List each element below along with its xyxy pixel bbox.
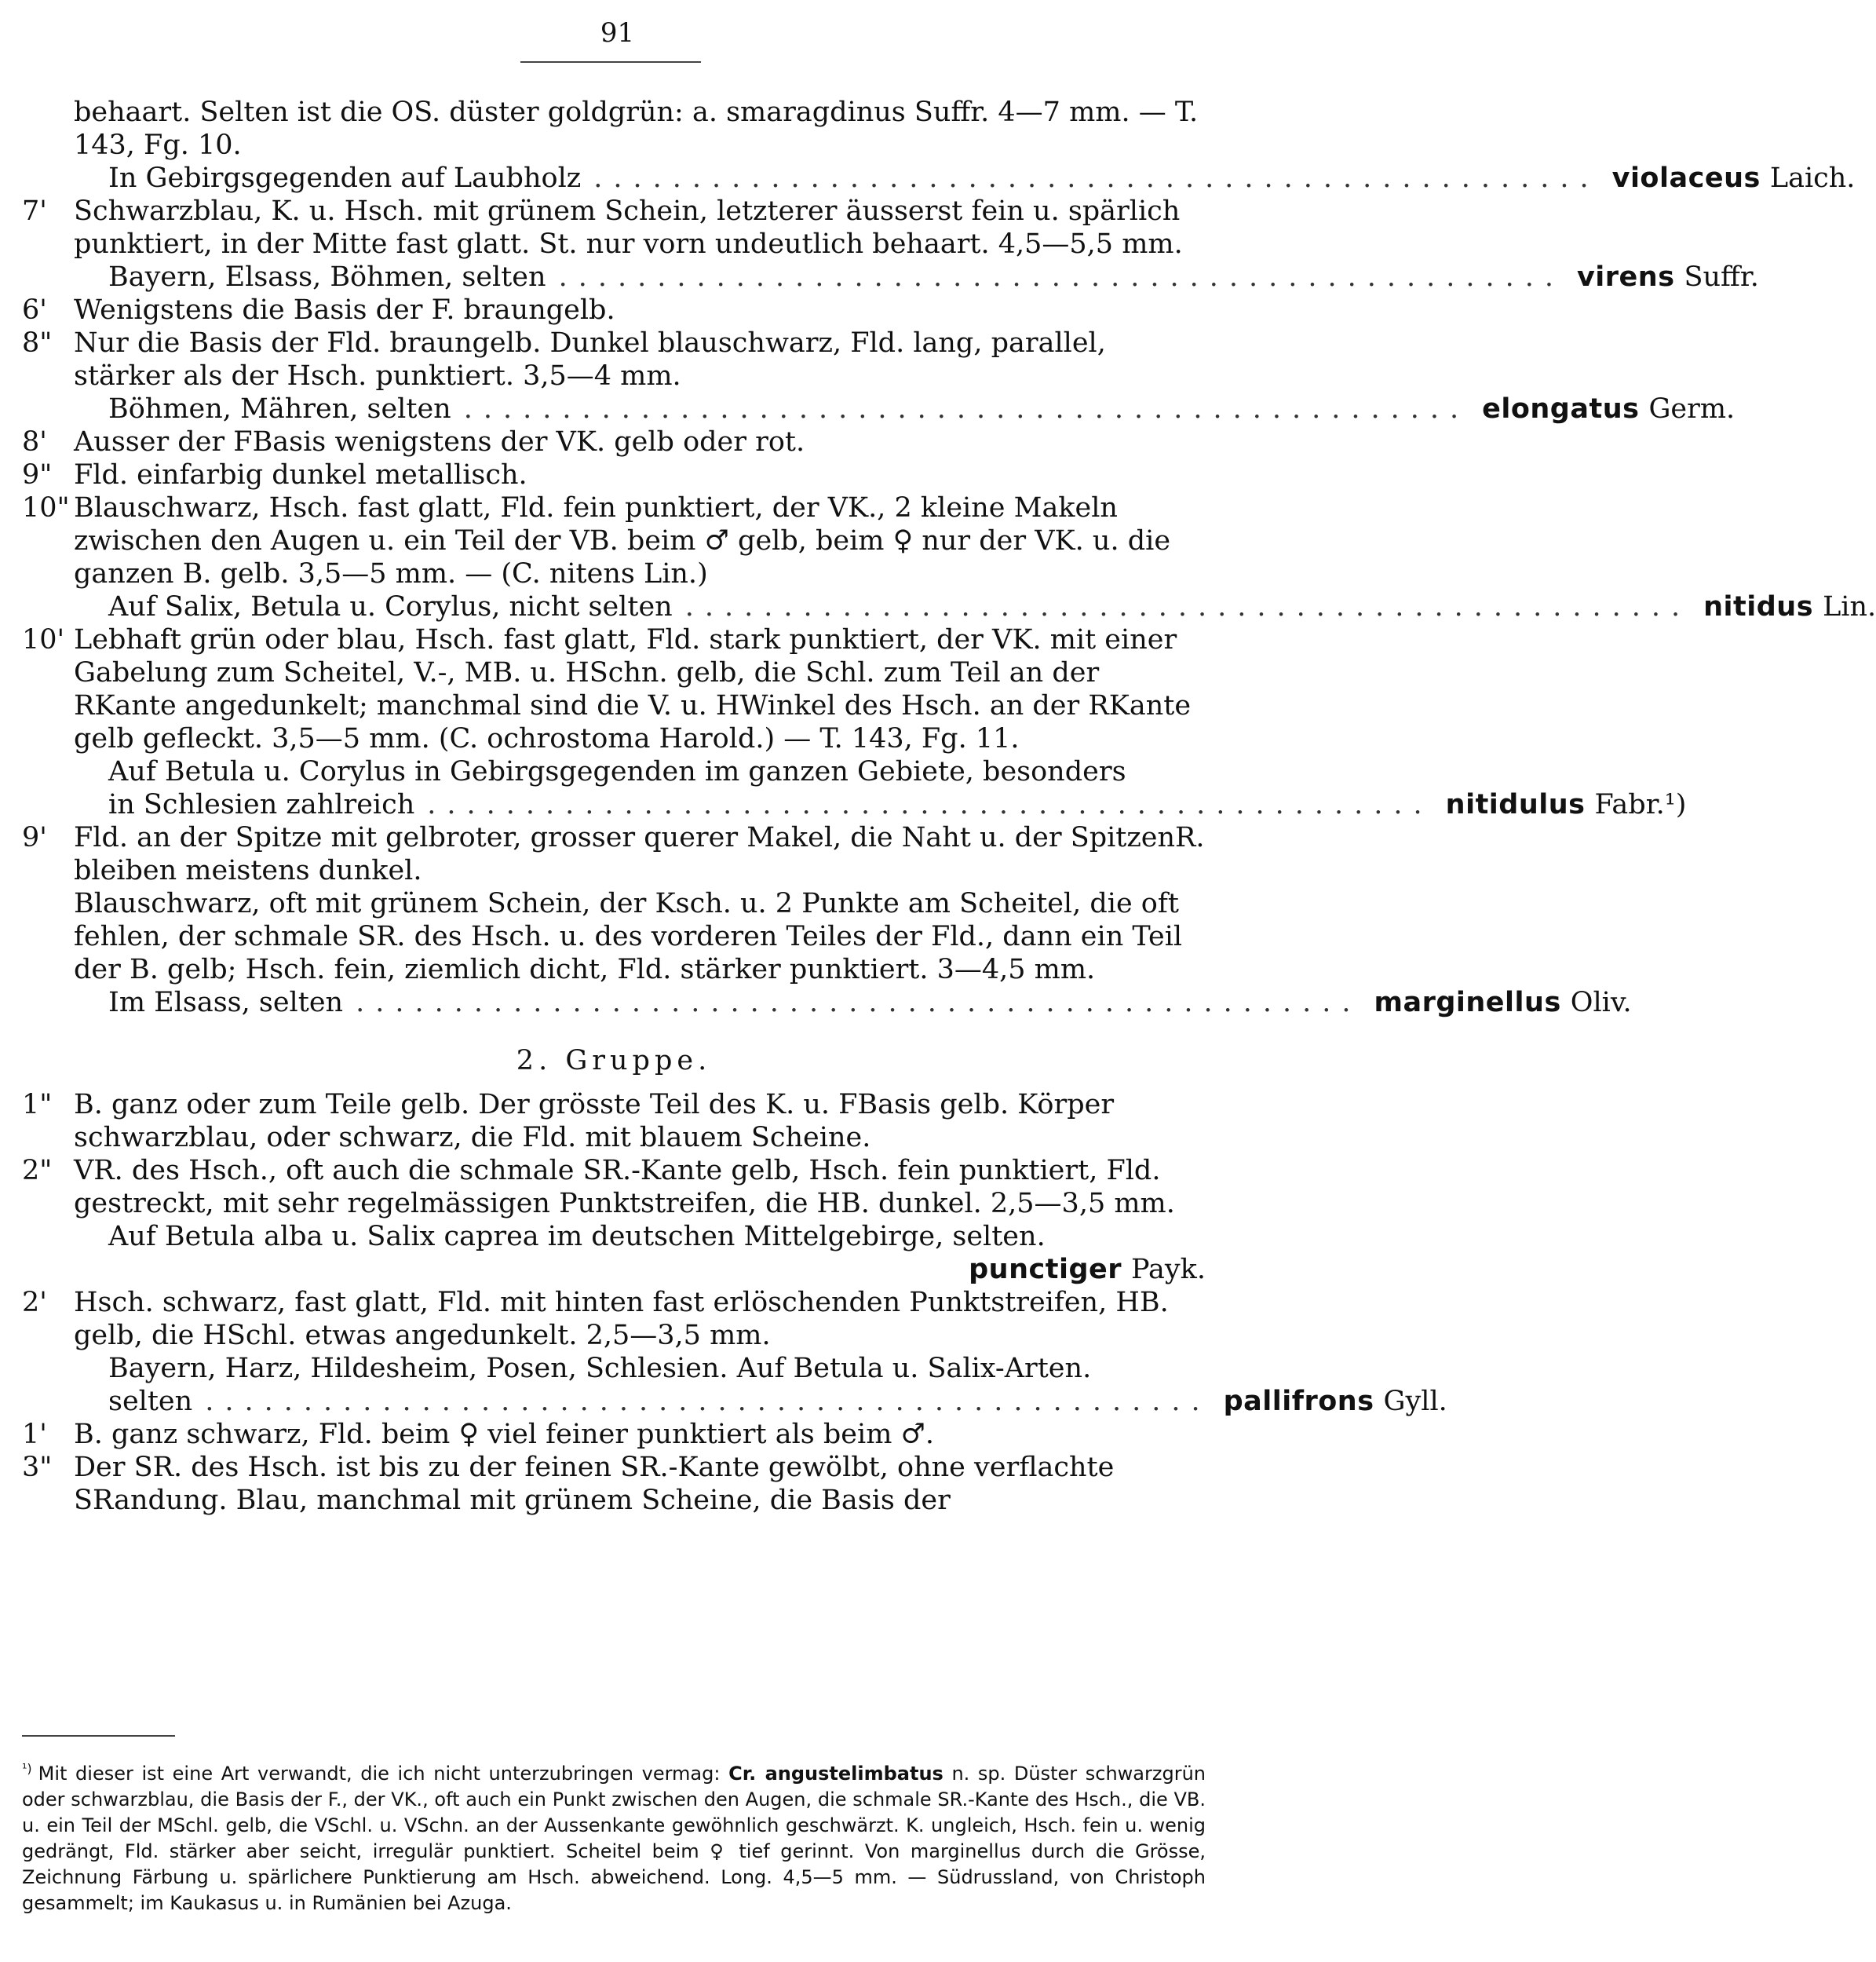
- species-name: violaceus: [1611, 163, 1761, 194]
- group-heading: 2. Gruppe.: [516, 1045, 712, 1076]
- couplet-text: [22, 491, 1206, 590]
- couplet-key: 6': [22, 294, 47, 326]
- couplet-text: [22, 1154, 1206, 1220]
- locality: Im Elsass, selten: [108, 987, 344, 1018]
- couplet-text: [22, 459, 1206, 491]
- couplet-body: Fld. einfarbig dunkel metallisch.: [74, 459, 527, 491]
- couplet-key: 7': [22, 195, 47, 227]
- locality: Bayern, Elsass, Böhmen, selten: [108, 261, 546, 293]
- couplet-key: 10': [22, 624, 65, 656]
- distribution-line: Auf Betula alba u. Salix caprea im deutschen Mittelgebirge, selten.: [108, 1221, 1046, 1252]
- species-name: nitidus: [1703, 591, 1814, 623]
- couplet-body: Hsch. schwarz, fast glatt, Fld. mit hinten fast erlöschenden Punktstreifen, HB. gelb, die HSchl. etwas angedunkelt. 2,5—3,5 mm.: [74, 1287, 1169, 1351]
- couplet-text: [22, 294, 1206, 327]
- couplet-body: Der SR. des Hsch. ist bis zu der feinen SR.-Kante gewölbt, ohne verflachte SRandung. Blau, manchmal mit grünem Scheine, die Basis der: [74, 1452, 1115, 1516]
- distribution-line: Bayern, Harz, Hildesheim, Posen, Schlesien. Auf Betula u. Salix-Arten.: [108, 1353, 1092, 1384]
- footnote-text: n. sp. Düster schwarzgrün oder schwarzblau, die Basis der F., der VK., oft auch ein Punkt zwischen den Augen, die schmale SR.-Kante des Hsch., die VB. u. ein Teil der MSchl. gelb, die VSchl. u. VSchn. an der Aussenkante gewöhnlich geschwärzt. K. ungleich, Hsch. fein u. wenig gedrängt, Fld. stärker aber seicht, irregulär punktiert. Scheitel beim ♀ tief gerinnt. Von marginellus durch die Grösse, Zeichnung Färbung u. spärlichere Punktierung am Hsch. abweichend. Long. 4,5—5 mm. — Südrussland, von Christoph gesammelt; im Kaukasus u. in Rumänien bei Azuga.: [22, 1763, 1206, 1914]
- couplet-key: 8": [22, 327, 53, 359]
- distribution-line: Auf Betula u. Corylus in Gebirgsgegenden im ganzen Gebiete, besonders: [108, 756, 1126, 787]
- footnote-text: Mit dieser ist eine Art verwandt, die ich nicht unterzubringen vermag:: [38, 1763, 721, 1785]
- couplet-key: 9": [22, 459, 53, 491]
- couplet-body: Wenigstens die Basis der F. braungelb.: [74, 294, 615, 326]
- species-name: nitidulus: [1445, 789, 1586, 820]
- species-name: elongatus: [1482, 393, 1640, 425]
- species-author: Germ.: [1648, 393, 1735, 425]
- distribution-line: Auf Salix, Betula u. Corylus, nicht selten ................................................... nitidus Lin.: [108, 591, 1876, 623]
- couplet-text: [22, 821, 1206, 887]
- couplet-key: 1": [22, 1089, 53, 1120]
- locality: Böhmen, Mähren, selten: [108, 393, 451, 425]
- species-name: pallifrons: [1223, 1386, 1374, 1417]
- page-body: [22, 96, 1876, 1517]
- footnote-mark: ¹): [22, 1761, 32, 1776]
- species-author: Laich.: [1769, 163, 1856, 194]
- species-author: Fabr.¹): [1594, 789, 1687, 820]
- couplet-body: B. ganz oder zum Teile gelb. Der grösste Teil des K. u. FBasis gelb. Körper schwarzblau, oder schwarz, die Fld. mit blauem Scheine.: [74, 1089, 1115, 1153]
- species-name: punctiger: [969, 1254, 1122, 1285]
- footnote-rule: [22, 1735, 175, 1737]
- couplet-text: [22, 1451, 1206, 1517]
- couplet-body: Nur die Basis der Fld. braungelb. Dunkel blauschwarz, Fld. lang, parallel, stärker als der Hsch. punktiert. 3,5—4 mm.: [74, 327, 1106, 392]
- locality: Auf Salix, Betula u. Corylus, nicht selten: [108, 591, 673, 623]
- species-author: Oliv.: [1570, 987, 1632, 1018]
- distribution-line: in Schlesien zahlreich ................................................... nitidulus Fabr.¹): [108, 789, 1687, 820]
- species-author: Gyll.: [1383, 1386, 1447, 1417]
- couplet-text: [22, 426, 1206, 459]
- footnote-species: Cr. angustelimbatus: [728, 1763, 943, 1785]
- couplet-text: [22, 195, 1206, 261]
- footnote: [22, 1756, 1206, 1916]
- header-rule: [520, 61, 701, 63]
- distribution-line: selten ................................................... pallifrons Gyll.: [108, 1386, 1447, 1417]
- couplet-text: [22, 887, 1206, 986]
- couplet-key: 9': [22, 822, 47, 853]
- locality: selten: [108, 1386, 193, 1417]
- species-author: Lin.: [1823, 591, 1876, 623]
- distribution-line: Böhmen, Mähren, selten ................................................... elongatus Germ.: [108, 393, 1735, 425]
- couplet-body: Fld. an der Spitze mit gelbroter, grosser querer Makel, die Naht u. der SpitzenR. bleiben meistens dunkel.: [74, 822, 1205, 886]
- couplet-key: 8': [22, 426, 47, 458]
- couplet-text: [22, 1286, 1206, 1352]
- distribution-line: In Gebirgsgegenden auf Laubholz ................................................... violaceus Laich.: [108, 163, 1856, 194]
- couplet-text: [22, 1088, 1206, 1154]
- couplet-body: behaart. Selten ist die OS. düster goldgrün: a. smaragdinus Suffr. 4—7 mm. — T. 143, Fg. 10.: [74, 97, 1199, 161]
- species-line: [22, 1253, 1206, 1286]
- couplet-key: 2': [22, 1287, 47, 1318]
- couplet-key: 1': [22, 1419, 47, 1450]
- couplet-text: [22, 327, 1206, 393]
- locality: In Gebirgsgegenden auf Laubholz: [108, 163, 582, 194]
- page-number: 91: [600, 17, 635, 49]
- locality: in Schlesien zahlreich: [108, 789, 415, 820]
- species-name: virens: [1576, 261, 1675, 293]
- species-author: Suffr.: [1684, 261, 1759, 293]
- couplet-key: 10": [22, 492, 70, 524]
- couplet-body: VR. des Hsch., oft auch die schmale SR.-Kante gelb, Hsch. fein punktiert, Fld. gestreckt, mit sehr regelmässigen Punktstreifen, die HB. dunkel. 2,5—3,5 mm.: [74, 1155, 1175, 1219]
- couplet-text: [22, 96, 1206, 162]
- couplet-key: 2": [22, 1155, 53, 1186]
- couplet-body: Schwarzblau, K. u. Hsch. mit grünem Schein, letzterer äusserst fein u. spärlich punktiert, in der Mitte fast glatt. St. nur vorn undeutlich behaart. 4,5—5,5 mm.: [74, 195, 1183, 260]
- species-name: marginellus: [1374, 987, 1561, 1018]
- couplet-text: [22, 1418, 1206, 1451]
- species-author: Payk.: [1131, 1254, 1206, 1285]
- couplet-body: Blauschwarz, Hsch. fast glatt, Fld. fein punktiert, der VK., 2 kleine Makeln zwischen den Augen u. ein Teil der VB. beim ♂ gelb, beim ♀ nur der VK. u. die ganzen B. gelb. 3,5—5 mm. — (C. nitens Lin.): [74, 492, 1171, 590]
- couplet-body: Ausser der FBasis wenigstens der VK. gelb oder rot.: [74, 426, 805, 458]
- distribution-line: Im Elsass, selten ................................................... marginellus Oliv.: [108, 987, 1632, 1018]
- distribution-line: Bayern, Elsass, Böhmen, selten ................................................... virens Suffr.: [108, 261, 1759, 293]
- couplet-body: Lebhaft grün oder blau, Hsch. fast glatt, Fld. stark punktiert, der VK. mit einer Gabelung zum Scheitel, V.-, MB. u. HSchn. gelb, die Schl. zum Teil an der RKante angedunkelt; manchmal sind die V. u. HWinkel des Hsch. an der RKante gelb gefleckt. 3,5—5 mm. (C. ochrostoma Harold.) — T. 143, Fg. 11.: [74, 624, 1192, 754]
- couplet-key: 3": [22, 1452, 53, 1483]
- couplet-body: B. ganz schwarz, Fld. beim ♀ viel feiner punktiert als beim ♂.: [74, 1419, 935, 1450]
- couplet-body: Blauschwarz, oft mit grünem Schein, der Ksch. u. 2 Punkte am Scheitel, die oft fehlen, der schmale SR. des Hsch. u. des vorderen Teiles der Fld., dann ein Teil der B. gelb; Hsch. fein, ziemlich dicht, Fld. stärker punktiert. 3—4,5 mm.: [74, 888, 1183, 985]
- couplet-text: [22, 623, 1206, 755]
